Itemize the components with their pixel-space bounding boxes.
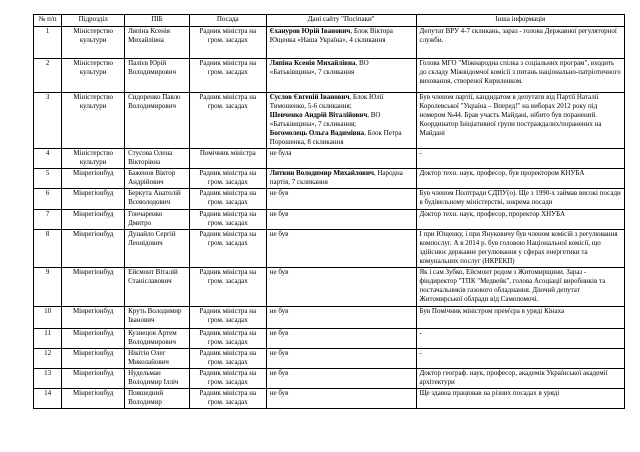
cell-other-info: Депутат ВРУ 4-7 скликань, зараз - голова Державної регуляторної служби. — [416, 27, 625, 59]
table-row — [34, 369, 625, 389]
site-entry — [270, 307, 413, 316]
cell-row-number: 6 — [34, 189, 62, 210]
cell-row-number: 9 — [34, 268, 62, 307]
cell-site-data — [266, 27, 416, 59]
cell-site-data — [266, 349, 416, 369]
site-entry — [270, 111, 413, 129]
cell-department: Міністерство культури — [62, 149, 125, 169]
site-entry-text: , ВО «Батьківщина», 7 скликання — [269, 59, 369, 76]
cell-site-data — [266, 329, 416, 349]
cell-department: Мінрегіонбуд — [62, 389, 125, 409]
cell-person-name: Дунайло Сергій Леонідович — [125, 230, 190, 268]
cell-site-data — [266, 369, 416, 389]
cell-other-info: Як і сам Зубко, Ейсмонт родом з Житомирщини. Зараз - фіндиректор "ТПК "Медвейк", голова Асоціації виробників та постачальників газового обладнання. Діючий депутат Житомирської облради від Самопомочі. — [416, 268, 625, 307]
cell-site-data — [266, 230, 416, 268]
cell-person-name: Круть Володимир Іванович — [125, 307, 190, 329]
cell-row-number: 4 — [34, 149, 62, 169]
cell-position: Помічник міністра — [189, 149, 266, 169]
cell-person-name: Ейсмонт Віталій Станіславович — [125, 268, 190, 307]
site-entry — [270, 189, 413, 198]
cell-other-info: - — [416, 149, 625, 169]
cell-person-name: Кузнецов Артем Володимирович — [125, 329, 190, 349]
cell-other-info: Доктор географ. наук, професор, академік Української академії архітектури — [416, 369, 625, 389]
cell-person-name: Нікітін Олег Миколайович — [125, 349, 190, 369]
site-entry-text: не був — [269, 268, 289, 276]
cell-other-info: Голова МГО "Міжнародна спілка з соціальних програм", входить до складу Міжвідомчої комісії з питань національно-патріотичного виховання, створеної Кириленком. — [416, 59, 625, 93]
column-header: Посада — [189, 15, 266, 27]
cell-row-number: 8 — [34, 230, 62, 268]
table-row — [34, 307, 625, 329]
cell-site-data — [266, 149, 416, 169]
cell-person-name: Нудельман Володимир Ілліч — [125, 369, 190, 389]
cell-other-info: Ще здавна працював на різних посадах в уряді — [416, 389, 625, 409]
cell-position: Радник міністра на гром. засадах — [189, 268, 266, 307]
cell-department: Міністерство культури — [62, 27, 125, 59]
cell-position: Радник міністра на гром. засадах — [189, 169, 266, 189]
cell-position: Радник міністра на гром. засадах — [189, 230, 266, 268]
cell-other-info: - — [416, 349, 625, 369]
site-entry-text: не був — [269, 329, 289, 337]
site-entry — [270, 169, 413, 187]
column-header: Дані сайту "Посіпаки" — [266, 15, 416, 27]
cell-position: Радник міністра на гром. засадах — [189, 349, 266, 369]
table-row — [34, 230, 625, 268]
site-entry-text: не був — [269, 307, 289, 315]
site-entry — [270, 27, 413, 45]
cell-person-name: Баженов Віктор Андрійович — [125, 169, 190, 189]
cell-department: Мінрегіонбуд — [62, 369, 125, 389]
cell-department: Мінрегіонбуд — [62, 307, 125, 329]
cell-site-data — [266, 389, 416, 409]
cell-department: Міністерство культури — [62, 59, 125, 93]
site-entry-text: , Блок Юлії Тимошенко, 5-6 скликання; — [269, 93, 384, 110]
site-entry — [270, 268, 413, 277]
site-entry-text: не був — [269, 210, 289, 218]
site-entry-text: не був — [269, 389, 289, 397]
deputy-name: Шевченко Андрій Віталійович — [269, 111, 368, 119]
table-row — [34, 169, 625, 189]
site-entry — [270, 369, 413, 378]
cell-position: Радник міністра на гром. засадах — [189, 189, 266, 210]
column-header: Інша інформація — [416, 15, 625, 27]
cell-row-number: 10 — [34, 307, 62, 329]
cell-other-info: Був членом партії, кандидатом в депутати від Партії Наталії Королевської "Україна – Вперед!" на виборах 2012 року під номером №44. Брав участь Майдані, нібито був поранений. Координатор Ініціативної групи постраждалих/поранених на Майдані — [416, 93, 625, 149]
site-entry-text: не був — [269, 230, 289, 238]
cell-other-info: - — [416, 329, 625, 349]
cell-department: Мінрегіонбуд — [62, 169, 125, 189]
cell-site-data — [266, 59, 416, 93]
site-entry — [270, 389, 413, 398]
site-entry-text: не був — [269, 189, 289, 197]
table-row — [34, 268, 625, 307]
cell-row-number: 14 — [34, 389, 62, 409]
cell-department: Міністерство культури — [62, 93, 125, 149]
cell-department: Мінрегіонбуд — [62, 329, 125, 349]
deputy-name: Єхануров Юрій Іванович — [269, 27, 351, 35]
cell-position: Радник міністра на гром. засадах — [189, 27, 266, 59]
table-row — [34, 27, 625, 59]
cell-other-info: Був Помічник міністром прем'єра в уряді Кінаха — [416, 307, 625, 329]
cell-position: Радник міністра на гром. засадах — [189, 329, 266, 349]
cell-position: Радник міністра на гром. засадах — [189, 93, 266, 149]
cell-person-name: Палієв Юрій Володимирович — [125, 59, 190, 93]
deputy-name: Богомолець Ольга Вадимівна — [269, 129, 365, 137]
site-entry — [270, 349, 413, 358]
table-header-row — [34, 15, 625, 27]
cell-position: Радник міністра на гром. засадах — [189, 369, 266, 389]
cell-person-name: Сидоренко Павло Володимирович — [125, 93, 190, 149]
site-entry — [270, 129, 413, 147]
table-row — [34, 59, 625, 93]
site-entry — [270, 329, 413, 338]
column-header: Підрозділ — [62, 15, 125, 27]
site-entry-text: , Блок Віктора Ющенка «Наша Україна», 4 скликання — [269, 27, 393, 44]
site-entry — [270, 210, 413, 219]
cell-row-number: 3 — [34, 93, 62, 149]
site-entry — [270, 230, 413, 239]
site-entry — [270, 59, 413, 77]
table-row — [34, 149, 625, 169]
cell-person-name: Гончаренко Дмитро — [125, 210, 190, 230]
cell-site-data — [266, 210, 416, 230]
cell-row-number: 2 — [34, 59, 62, 93]
site-entry — [270, 149, 413, 158]
cell-site-data — [266, 307, 416, 329]
cell-other-info: Доктор техн. наук, професор, проректор ХНУБА — [416, 210, 625, 230]
cell-row-number: 1 — [34, 27, 62, 59]
cell-row-number: 11 — [34, 329, 62, 349]
table-row — [34, 93, 625, 149]
site-entry-text: , Блок Петра Порошенка, 8 скликання — [269, 129, 402, 146]
cell-site-data — [266, 268, 416, 307]
table-row — [34, 329, 625, 349]
cell-person-name: Ляпіна Ксенія Михайлівна — [125, 27, 190, 59]
site-entry-text: не була — [269, 149, 292, 157]
table-row — [34, 210, 625, 230]
deputy-name: Ляпіна Ксенія Михайлівна — [269, 59, 356, 67]
site-entry — [270, 93, 413, 111]
advisors-table — [33, 14, 625, 409]
cell-department: Мінрегіонбуд — [62, 268, 125, 307]
cell-department: Мінрегіонбуд — [62, 349, 125, 369]
cell-person-name: Стусова Олена Вікторівна — [125, 149, 190, 169]
cell-other-info: І при Ющенку, і при Януковичу був членом комісій з регулювання компослуг. А в 2014 р. був головою Національної комісії, що здійснює державне регулювання у сферах енергетики та комунальних послуг (НКРЕКП) — [416, 230, 625, 268]
table-row — [34, 349, 625, 369]
cell-row-number: 13 — [34, 369, 62, 389]
column-header: ПІБ — [125, 15, 190, 27]
cell-row-number: 12 — [34, 349, 62, 369]
table-row — [34, 389, 625, 409]
cell-position: Радник міністра на гром. засадах — [189, 210, 266, 230]
cell-department: Мінрегіонбуд — [62, 189, 125, 210]
site-entry-text: не був — [269, 369, 289, 377]
cell-person-name: Беркута Анатолій Всеволодович — [125, 189, 190, 210]
site-entry-text: не був — [269, 349, 289, 357]
cell-position: Радник міністра на гром. засадах — [189, 389, 266, 409]
site-entry-text: , Народна партія, 7 скликання — [269, 169, 403, 186]
cell-position: Радник міністра на гром. засадах — [189, 307, 266, 329]
deputy-name: Суслов Євгеній Іванович — [269, 93, 350, 101]
column-header: № п/п — [34, 15, 62, 27]
deputy-name: Литвин Володимир Михайлович — [269, 169, 374, 177]
document-page — [33, 14, 625, 409]
table-row — [34, 189, 625, 210]
cell-site-data — [266, 189, 416, 210]
cell-other-info: Був членом Політради СДПУ(о). Ще з 1990-х займав високі посади в будівельному міністерстві, зокрема посади — [416, 189, 625, 210]
cell-row-number: 5 — [34, 169, 62, 189]
cell-other-info: Доктор техн. наук, професор, був проректором КНУБА — [416, 169, 625, 189]
cell-row-number: 7 — [34, 210, 62, 230]
cell-site-data — [266, 93, 416, 149]
site-entry-text: , ВО «Батьківщина», 7 скликання; — [269, 111, 381, 128]
cell-department: Мінрегіонбуд — [62, 210, 125, 230]
cell-site-data — [266, 169, 416, 189]
cell-department: Мінрегіонбуд — [62, 230, 125, 268]
cell-person-name: Повшедний Володимир — [125, 389, 190, 409]
cell-position: Радник міністра на гром. засадах — [189, 59, 266, 93]
